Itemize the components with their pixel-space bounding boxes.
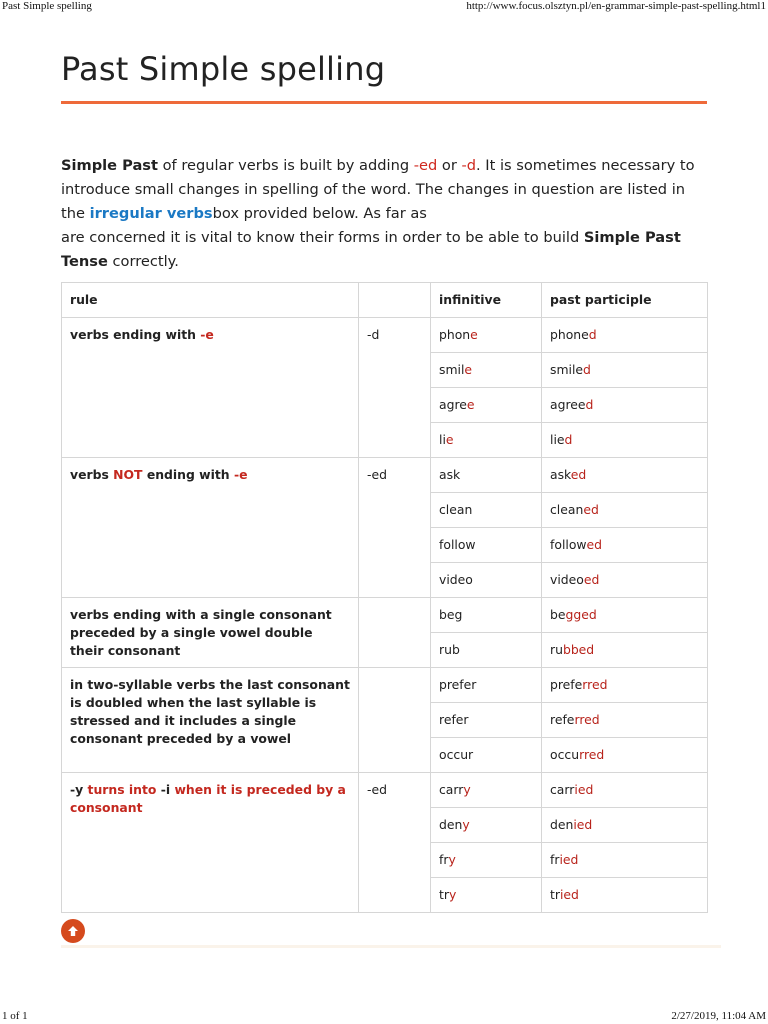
verb-stem: prefer — [439, 677, 477, 692]
verb-ending: ed — [583, 502, 599, 517]
table-row — [62, 668, 708, 703]
past-participle-cell — [542, 878, 708, 913]
verb-stem: follow — [439, 537, 476, 552]
back-to-top-button[interactable] — [61, 919, 85, 943]
verb-stem: smile — [550, 362, 584, 377]
infinitive-cell — [431, 528, 542, 563]
rule-text: verbs — [70, 467, 114, 482]
verb-ending: d — [585, 397, 594, 412]
verb-ending: d — [588, 327, 597, 342]
rule-cell — [62, 318, 359, 458]
table-row — [62, 318, 708, 353]
rule-highlight: when it is preceded by a consonant — [70, 782, 346, 815]
rule-text: ending with — [142, 467, 234, 482]
infinitive-cell — [431, 423, 542, 458]
irregular-verbs-link[interactable]: irregular verbs — [89, 205, 213, 222]
verb-stem: occu — [550, 747, 580, 762]
intro-term-simple-past: Simple Past — [61, 157, 158, 174]
infinitive-cell — [431, 808, 542, 843]
intro-suffix-d: -d — [461, 157, 477, 174]
verb-stem: ru — [550, 642, 563, 657]
infinitive-cell — [431, 703, 542, 738]
verb-ending: d — [564, 432, 573, 447]
rule-text: -i — [160, 782, 171, 797]
infinitive-cell — [431, 388, 542, 423]
past-participle-cell — [542, 773, 708, 808]
verb-stem: be — [550, 607, 566, 622]
verb-stem: fr — [550, 852, 560, 867]
intro-term-simple-past-tense: Simple Past Tense — [61, 229, 681, 270]
verb-ending: ied — [574, 782, 594, 797]
ending-cell: -ed — [359, 458, 431, 598]
intro-paragraph: Simple Past of regular verbs is built by adding -ed or -d. It is sometimes necessary to introduce small changes in spelling of the word. The changes in question are listed in the irregular verbsbox provided below. As far as are concerned it is vital to know their forms in order to be able to build Simple Past Tense correctly. — [61, 157, 695, 270]
infinitive-cell — [431, 773, 542, 808]
verb-stem: occur — [439, 747, 474, 762]
verb-stem: tr — [439, 887, 449, 902]
print-footer — [0, 1008, 768, 1024]
verb-ending: rred — [582, 677, 608, 692]
infinitive-cell — [431, 318, 542, 353]
rule-cell — [62, 668, 359, 773]
rule-cell — [62, 598, 359, 668]
rule-highlight: NOT — [113, 467, 143, 482]
verb-stem: rub — [439, 642, 460, 657]
verb-ending: ied — [559, 887, 579, 902]
ending-cell — [359, 598, 431, 668]
rule-highlight: -e — [233, 467, 248, 482]
arrow-up-circle-icon — [66, 924, 80, 938]
past-participle-cell — [542, 668, 708, 703]
print-header-title: Past Simple spelling — [2, 0, 92, 12]
past-participle-cell — [542, 423, 708, 458]
verb-ending: ied — [573, 817, 593, 832]
verb-stem: den — [439, 817, 463, 832]
verb-ending: e — [466, 397, 475, 412]
verb-stem: video — [439, 572, 473, 587]
verb-ending: e — [464, 362, 473, 377]
verb-stem: fr — [439, 852, 449, 867]
past-participle-cell — [542, 703, 708, 738]
rule-text: in two-syllable verbs the last consonant is doubled when the last syllable is stressed and it includes a single consonant preceded by a vowel — [70, 677, 350, 746]
verb-stem: ask — [439, 467, 461, 482]
intro-suffix-ed: -ed — [413, 157, 438, 174]
past-participle-cell — [542, 318, 708, 353]
verb-stem: carr — [550, 782, 575, 797]
ending-cell: -ed — [359, 773, 431, 913]
print-footer-datetime: 2/27/2019, 11:04 AM — [671, 1010, 766, 1022]
table-row — [62, 458, 708, 493]
verb-stem: phon — [439, 327, 471, 342]
verb-stem: clean — [550, 502, 584, 517]
verb-ending: rred — [574, 712, 600, 727]
infinitive-cell — [431, 633, 542, 668]
infinitive-cell — [431, 598, 542, 633]
verb-stem: agre — [439, 397, 467, 412]
verb-stem: prefe — [550, 677, 583, 692]
past-participle-cell — [542, 808, 708, 843]
infinitive-cell — [431, 668, 542, 703]
infinitive-cell — [431, 493, 542, 528]
past-participle-cell — [542, 528, 708, 563]
past-participle-cell — [542, 353, 708, 388]
verb-ending: d — [583, 362, 591, 377]
verb-stem: smil — [439, 362, 465, 377]
infinitive-cell — [431, 878, 542, 913]
verb-stem: lie — [550, 432, 565, 447]
past-participle-cell — [542, 493, 708, 528]
past-participle-cell — [542, 738, 708, 773]
past-participle-cell — [542, 563, 708, 598]
print-footer-page: 1 of 1 — [2, 1010, 28, 1022]
rule-text: verbs ending with — [70, 327, 201, 342]
verb-stem: agree — [550, 397, 586, 412]
verb-stem: refe — [550, 712, 575, 727]
verb-ending: y — [448, 887, 457, 902]
verb-stem: beg — [439, 607, 463, 622]
rule-cell — [62, 458, 359, 598]
verb-ending: rred — [579, 747, 605, 762]
verb-stem: li — [439, 432, 446, 447]
table-row — [62, 773, 708, 808]
verb-ending: ed — [583, 572, 600, 587]
verb-stem: den — [550, 817, 574, 832]
header-infinitive: infinitive — [431, 283, 542, 318]
infinitive-cell — [431, 563, 542, 598]
verb-ending: e — [470, 327, 478, 342]
verb-stem: phone — [550, 327, 589, 342]
verb-stem: clean — [439, 502, 473, 517]
rule-highlight: -e — [200, 327, 214, 342]
rule-highlight: turns into — [83, 782, 161, 797]
print-header — [0, 0, 768, 14]
infinitive-cell — [431, 738, 542, 773]
infinitive-cell — [431, 458, 542, 493]
verb-ending: y — [463, 782, 471, 797]
table-header-row — [62, 283, 708, 318]
title-underline — [61, 101, 707, 104]
table-row — [62, 598, 708, 633]
rule-text: -y — [70, 782, 84, 797]
ending-cell — [359, 668, 431, 773]
header-past-participle: past participle — [542, 283, 708, 318]
verb-ending: ed — [570, 467, 587, 482]
verb-ending: e — [445, 432, 454, 447]
verb-stem: follow — [550, 537, 587, 552]
verb-ending: y — [462, 817, 470, 832]
verb-ending: ied — [559, 852, 579, 867]
verb-stem: carr — [439, 782, 464, 797]
infinitive-cell — [431, 353, 542, 388]
infinitive-cell — [431, 843, 542, 878]
verb-ending: y — [448, 852, 456, 867]
header-rule: rule — [62, 283, 359, 318]
verb-ending: bbed — [562, 642, 595, 657]
past-participle-cell — [542, 598, 708, 633]
spelling-rules-body — [62, 283, 708, 913]
past-participle-cell — [542, 458, 708, 493]
header-ending — [359, 283, 431, 318]
verb-ending: gged — [565, 607, 597, 622]
past-participle-cell — [542, 388, 708, 423]
past-participle-cell — [542, 633, 708, 668]
rule-cell — [62, 773, 359, 913]
rule-text: verbs ending with a single consonant preceded by a single vowel double their consonant — [70, 607, 332, 658]
verb-stem: video — [550, 572, 584, 587]
verb-stem: refer — [439, 712, 469, 727]
verb-stem: ask — [550, 467, 571, 482]
ending-cell: -d — [359, 318, 431, 458]
verb-ending: ed — [586, 537, 603, 552]
page-title: Past Simple spelling — [61, 50, 386, 88]
past-participle-cell — [542, 843, 708, 878]
verb-stem: tr — [550, 887, 560, 902]
spelling-rules-table — [61, 282, 708, 913]
bottom-divider — [61, 945, 721, 948]
print-header-url: http://www.focus.olsztyn.pl/en-grammar-simple-past-spelling.html1 — [466, 0, 766, 12]
